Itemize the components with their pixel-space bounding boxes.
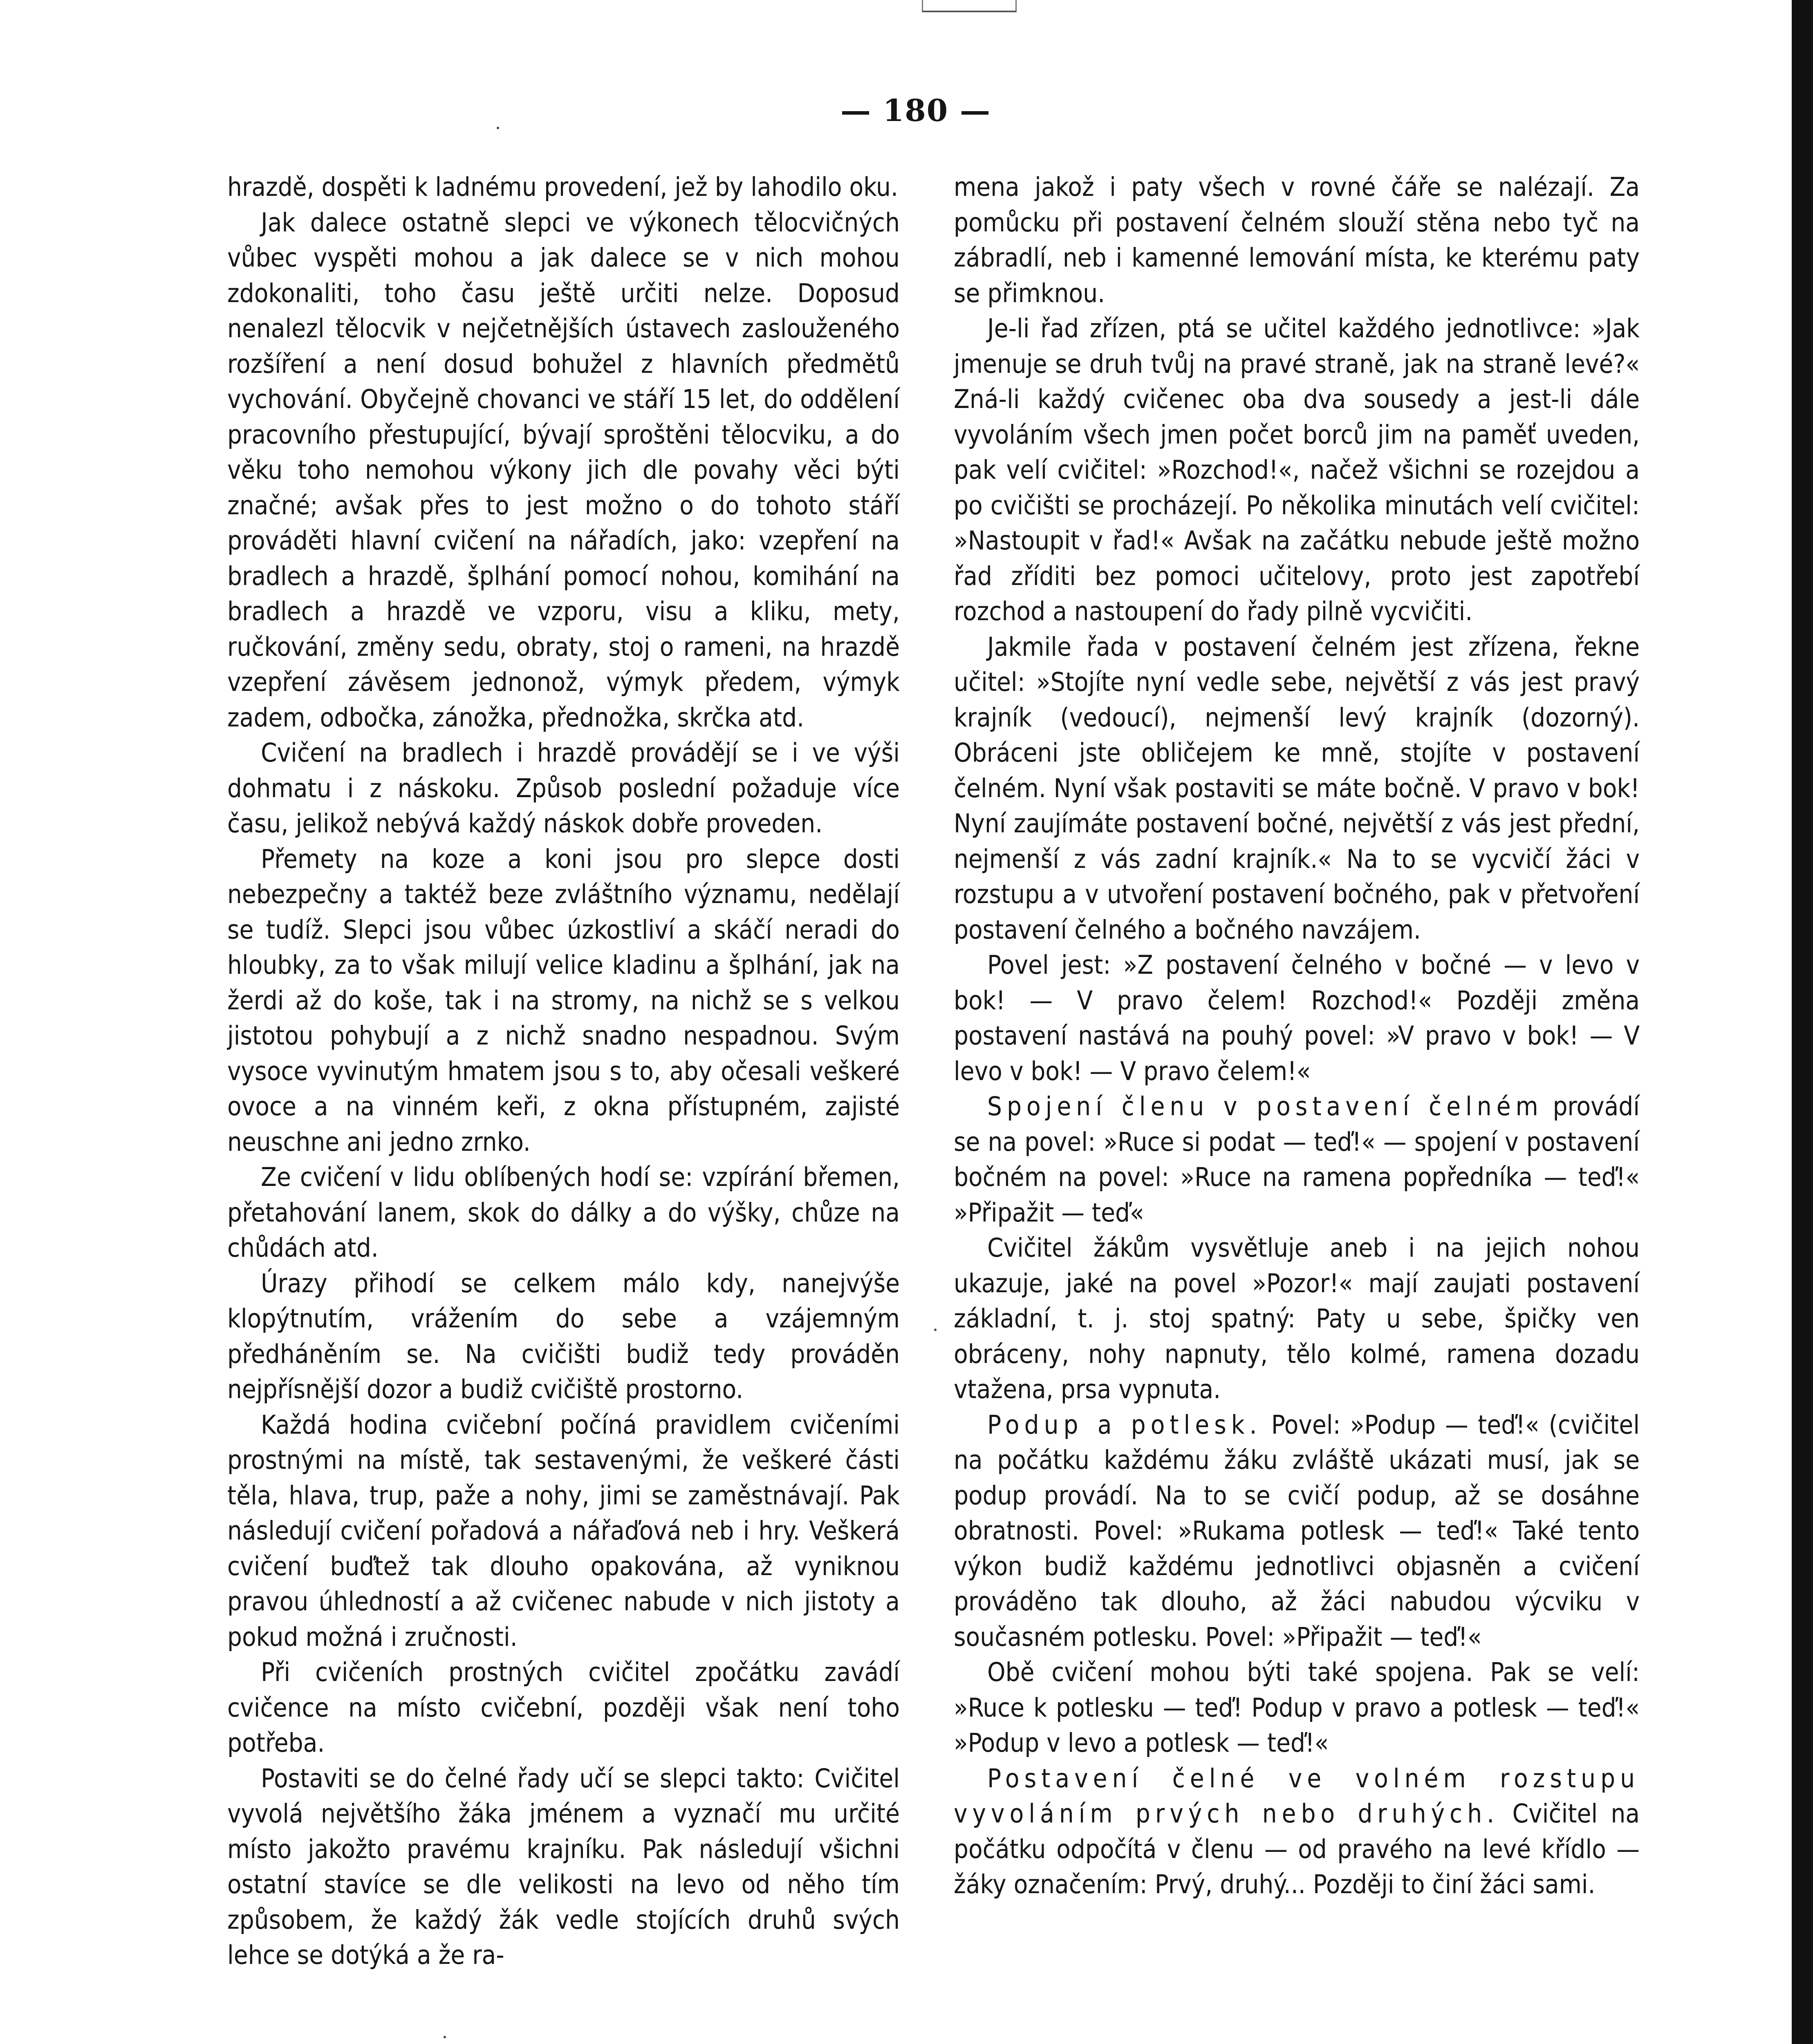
paragraph: Při cvičeních prostných cvičitel zpočátku zavádí cvičence na místo cvičební, později však není toho potřeba.	[227, 1657, 900, 1758]
paragraph: Obě cvičení mohou býti také spojena. Pak se velí: »Ruce k potlesku — teď! Podup v pravo a potlesk — teď!« »Podup v levo a potlesk — teď!«	[954, 1657, 1640, 1758]
right-text-column	[954, 170, 1640, 1903]
paragraph: Ze cvičení v lidu oblíbených hodí se: vzpírání břemen, přetahování lanem, skok do dálky a do výšky, chůze na chůdách atd.	[227, 1162, 900, 1263]
scan-speck	[497, 127, 499, 129]
paragraph-text: Povel: »Podup — teď!« (cvičitel na počátku každému žáku zvláště ukázati musí, jak se podup provádí. Na to se cvičí podup, až se dosáhne obratnosti. Povel: »Rukama potlesk — teď!« Také tento výkon budiž každému jednotlivci objasněn a cvičení prováděno tak dlouho, až žáci nabudou výcviku v současném potlesku. Povel: »Připažit — teď!«	[954, 1410, 1640, 1652]
paragraph: Přemety na koze a koni jsou pro slepce dosti nebezpečny a taktéž beze zvláštního významu, nedělají se tudíž. Slepci jsou vůbec úzkostliví a skáčí neradi do hloubky, za to však milují velice kladinu a šplhání, jak na žerdi až do koše, tak i na stromy, na nichž se s velkou jistotou pohybují a z nichž snadno nespadnou. Svým vysoce vyvinutým hmatem jsou s to, aby očesali veškeré ovoce a na vinném keři, z okna přístupném, zajisté neuschne ani jedno zrnko.	[227, 844, 900, 1157]
page-number: — 180 —	[840, 93, 991, 128]
scan-speck	[934, 1329, 937, 1331]
paragraph: hrazdě, dospěti k ladnému provedení, jež by lahodilo oku.	[227, 172, 898, 202]
paragraph: Úrazy přihodí se celkem málo kdy, nanejvýše klopýtnutím, vrážením do sebe a vzájemným předháněním se. Na cvičišti budiž tedy prováděn nejpřísnější dozor a budiž cvičiště prostorno.	[227, 1268, 900, 1404]
paragraph: Každá hodina cvičební počíná pravidlem cvičeními prostnými na místě, tak sestavenými, že veškeré části těla, hlava, trup, paže a nohy, jimi se zaměstnávají. Pak následují cvičení pořadová a nářaďová neb i hry. Veškerá cvičení buďtež tak dlouho opakována, až vyniknou pravou úhledností a až cvičenec nabude v nich jistoty a pokud možná i zručnosti.	[227, 1410, 900, 1652]
paragraph	[954, 1407, 1640, 1655]
section-heading: Postavení čelné ve volném rozstupu vyvoláním prvých nebo druhých.	[954, 1763, 1640, 1829]
section-heading: Podup a potlesk.	[987, 1410, 1262, 1440]
paragraph-text: provádí se na povel: »Ruce si podat — teď!« — spojení v postavení bočném na povel: »Ruce na ramena popředníka — teď!« »Připažit — teď«	[954, 1091, 1640, 1228]
paragraph	[954, 1089, 1640, 1230]
scan-edge-shadow	[1792, 0, 1813, 2044]
paragraph: Jakmile řada v postavení čelném jest zřízena, řekne učitel: »Stojíte nyní vedle sebe, největší z vás jest pravý krajník (vedoucí), nejmenší levý krajník (dozorný). Obráceni jste obličejem ke mně, stojíte v postavení čelném. Nyní však postaviti se máte bočně. V pravo v bok! Nyní zaujímáte postavení bočné, největší z vás jest přední, nejmenší z vás zadní krajník.« Na to se vycvičí žáci v rozstupu a v utvoření postavení bočného, pak v přetvoření postavení čelného a bočného navzájem.	[954, 632, 1640, 945]
section-heading: Spojení členu v postavení čelném	[987, 1091, 1543, 1121]
paragraph: Povel jest: »Z postavení čelného v bočné — v levo v bok! — V pravo čelem! Rozchod!« Později změna postavení nastává na pouhý povel: »V pravo v bok! — V levo v bok! — V pravo čelem!«	[954, 950, 1640, 1086]
scan-speck	[444, 2036, 446, 2038]
paragraph: Cvičení na bradlech i hrazdě provádějí se i ve výši dohmatu i z náskoku. Způsob poslední požaduje více času, jelikož nebývá každý náskok dobře proveden.	[227, 738, 900, 838]
paragraph: Je-li řad zřízen, ptá se učitel každého jednotlivce: »Jak jmenuje se druh tvůj na pravé straně, jak na straně levé?« Zná-li každý cvičenec oba dva sousedy a jest-li dále vyvoláním všech jmen počet borců jim na paměť uveden, pak velí cvičitel: »Rozchod!«, načež všichni se rozejdou a po cvičišti se procházejí. Po několika minutách velí cvičitel: »Nastoupit v řad!« Avšak na začátku nebude ještě možno řad zříditi bez pomoci učitelovy, proto jest zapotřebí rozchod a nastoupení do řady pilně vycvičiti.	[954, 314, 1640, 626]
paragraph: mena jakož i paty všech v rovné čáře se nalézají. Za pomůcku při postavení čelném slouží stěna nebo tyč na zábradlí, neb i kamenné lemování místa, ke kterému paty se přimknou.	[954, 172, 1640, 308]
page-top-mark	[922, 0, 1017, 12]
paragraph: Postaviti se do čelné řady učí se slepci takto: Cvičitel vyvolá největšího žáka jménem a vyznačí mu určité místo jakožto pravému krajníku. Pak následují všichni ostatní stavíce se dle velikosti na levo od něho tím způsobem, že každý žák vedle stojících druhů svých lehce se dotýká a že ra-	[227, 1763, 900, 1970]
paragraph-text: Cvičitel na počátku odpočítá v členu — od pravého na levé křídlo — žáky označením: Prvý, druhý... Později to činí žáci sami.	[954, 1799, 1640, 1899]
paragraph	[954, 1761, 1640, 1903]
paragraph: Cvičitel žákům vysvětluje aneb i na jejich nohou ukazuje, jaké na povel »Pozor!« mají zaujati postavení základní, t. j. stoj spatný: Paty u sebe, špičky ven obráceny, nohy napnuty, tělo kolmé, ramena dozadu vtažena, prsa vypnuta.	[954, 1233, 1640, 1404]
left-text-column	[227, 170, 900, 1973]
paragraph: Jak dalece ostatně slepci ve výkonech tělocvičných vůbec vyspěti mohou a jak dalece se v nich mohou zdokonaliti, toho času ještě určiti nelze. Doposud nenalezl tělocvik v nejčetnějších ústavech zaslouženého rozšíření a není dosud bohužel z hlavních předmětů vychování. Obyčejně chovanci ve stáří 15 let, do oddělení pracovního přestupující, bývají sproštěni tělocviku, a do věku toho nemohou výkony jich dle povahy věci býti značné; avšak přes to jest možno o do tohoto stáří prováděti hlavní cvičení na nářadích, jako: vzepření na bradlech a hrazdě, šplhání pomocí nohou, komihání na bradlech a hrazdě ve vzporu, visu a kliku, mety, ručkování, změny sedu, obraty, stoj o rameni, na hrazdě vzepření závěsem jednonož, výmyk předem, výmyk zadem, odbočka, zánožka, přednožka, skrčka atd.	[227, 207, 900, 733]
